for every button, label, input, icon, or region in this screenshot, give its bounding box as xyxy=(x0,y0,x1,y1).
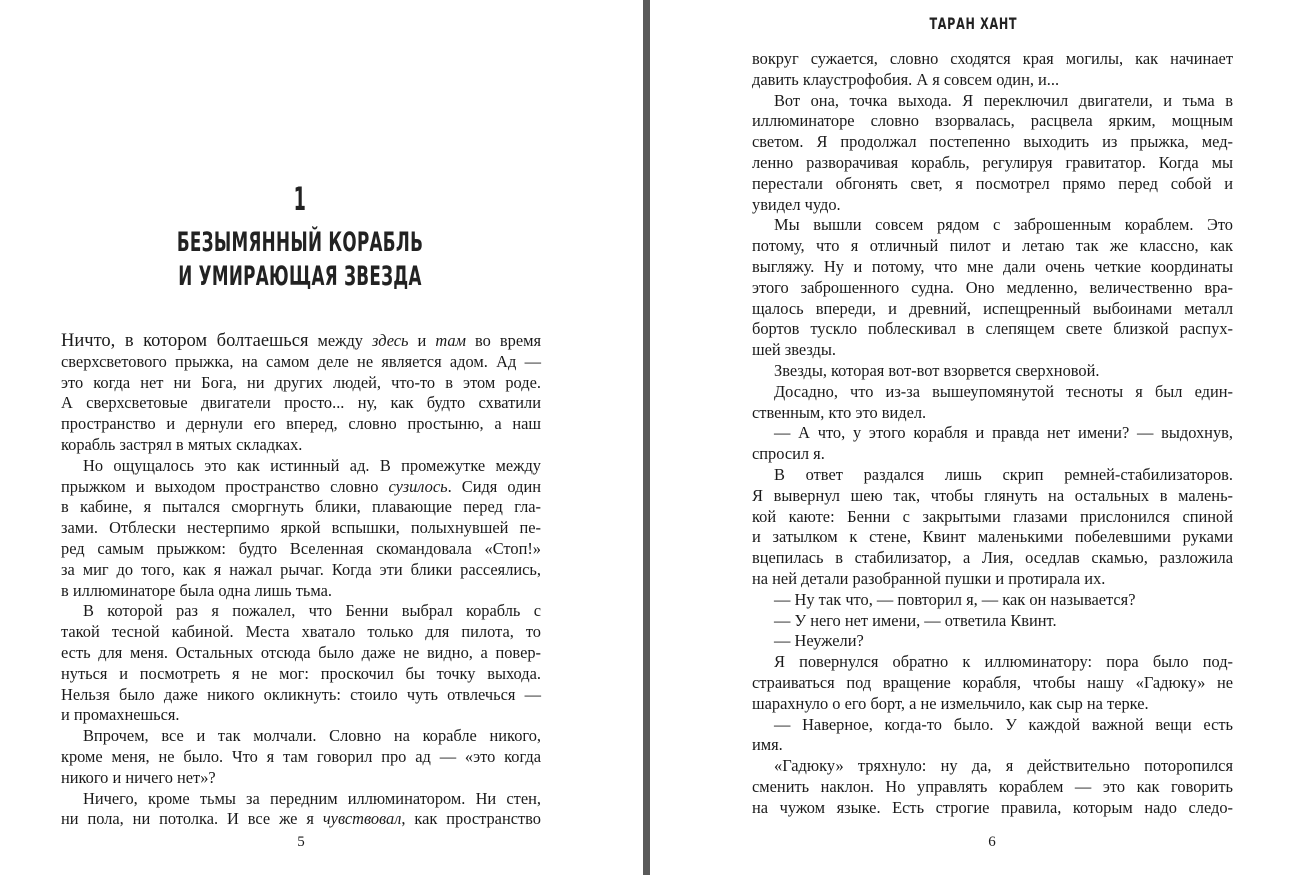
left-text-line xyxy=(61,643,541,664)
text-run: никого и ничего нет»? xyxy=(61,767,216,787)
book-spine-divider xyxy=(643,0,650,875)
italic-word: здесь xyxy=(372,331,409,350)
right-text-line xyxy=(752,423,1233,444)
right-text-line xyxy=(752,91,1233,112)
text-run: «Гадюку» тряхнуло: ну да, я действительно поторопился xyxy=(774,756,1233,776)
text-run: на чужом языке. Есть строгие правила, которым надо следо- xyxy=(752,797,1233,817)
text-run: во время xyxy=(466,331,542,350)
text-run: , как пространство xyxy=(401,809,541,829)
text-run: имя. xyxy=(752,735,783,755)
right-text-line xyxy=(752,465,1233,486)
left-text-line xyxy=(61,601,541,622)
running-head-author: ТАРАН ХАНТ xyxy=(929,14,1018,33)
left-text-line xyxy=(61,809,541,830)
left-text-line xyxy=(61,497,541,518)
text-run: шей звезды. xyxy=(752,340,836,360)
left-text-line xyxy=(61,685,541,706)
text-run: ленно разворачивая корабль, регулируя гравитатор. Когда мы xyxy=(752,152,1233,172)
left-text-line xyxy=(61,352,541,373)
text-run: В которой раз я пожалел, что Бенни выбрал корабль с xyxy=(83,601,541,621)
text-run: между xyxy=(308,331,373,350)
left-text-line xyxy=(61,560,541,581)
left-text-line xyxy=(61,414,541,435)
right-text-line xyxy=(752,299,1233,320)
left-text-line xyxy=(61,581,541,602)
right-text-line xyxy=(752,403,1233,424)
left-text-line xyxy=(61,622,541,643)
text-run: сверхсветового прыжка, на самом деле не является адом. Ад — xyxy=(61,351,541,371)
left-text-line xyxy=(61,518,541,539)
text-run: Мы вышли совсем рядом с заброшенным кораблем. Это xyxy=(774,215,1233,235)
text-run: есть для меня. Остальных отсюда было даже не видно, а повер- xyxy=(61,642,541,662)
text-run: Впрочем, все и так молчали. Словно на корабле никого, xyxy=(83,726,541,746)
text-run: выгляжу. Ну и потому, что мне дали очень четкие координаты xyxy=(752,256,1233,276)
text-run: шарахнуло о его борт, а не измельчило, как сыр на терке. xyxy=(752,693,1149,713)
text-run: давить клаустрофобия. А я совсем один, и... xyxy=(752,69,1060,89)
text-run: бортов тускло поблескивал в слепящем свете близкой распух- xyxy=(752,319,1233,339)
right-text-line xyxy=(752,444,1233,465)
right-text-line xyxy=(752,153,1233,174)
text-run: кроме меня, не было. Что я там говорил про ад — «это когда xyxy=(61,746,541,766)
text-run: прыжком и выходом пространство словно xyxy=(61,476,389,496)
right-text-line xyxy=(752,548,1233,569)
right-page-body-text xyxy=(752,49,1233,818)
right-text-line xyxy=(752,611,1233,632)
left-text-line xyxy=(61,373,541,394)
right-text-line xyxy=(752,319,1233,340)
text-run: нуться и посмотреть я не мог: проскочил бы точку выхода. xyxy=(61,663,541,683)
text-run: и xyxy=(408,331,436,350)
right-text-line xyxy=(752,798,1233,819)
right-text-line xyxy=(752,236,1233,257)
text-run: вцепилась в стабилизатор, а Лия, оседлав скамью, разложила xyxy=(752,548,1233,568)
right-text-line xyxy=(752,215,1233,236)
left-text-line xyxy=(61,539,541,560)
right-text-line xyxy=(752,132,1233,153)
text-run: . Сидя один xyxy=(447,476,542,496)
right-text-line xyxy=(752,486,1233,507)
text-run: страиваться под вращение корабля, чтобы нашу «Гадюку» не xyxy=(752,672,1233,692)
right-text-line xyxy=(752,652,1233,673)
right-text-line xyxy=(752,735,1233,756)
text-run: в иллюминаторе была одна лишь тьма. xyxy=(61,580,332,600)
text-run: потому, что я отличный пилот и летаю так же классно, как xyxy=(752,236,1233,256)
right-text-line xyxy=(752,756,1233,777)
text-run: Я вывернул шею так, чтобы глянуть на остальных в малень- xyxy=(752,485,1233,505)
right-text-line xyxy=(752,361,1233,382)
text-run: это когда нет ни Бога, ни других людей, что-то в этом роде. xyxy=(61,372,541,392)
italic-word: сузилось xyxy=(388,476,448,496)
text-run: ственным, кто это видел. xyxy=(752,402,927,422)
text-run: светом. Я продолжал постепенно выходить из прыжка, мед- xyxy=(752,132,1233,152)
left-page-body-text xyxy=(61,331,541,830)
right-text-line xyxy=(752,777,1233,798)
text-run: — У него нет имени, — ответила Квинт. xyxy=(774,610,1057,630)
chapter-title-line-1: БЕЗЫМЯННЫЙ КОРАБЛЬ xyxy=(176,227,424,258)
chapter-title xyxy=(114,226,486,294)
text-run: и промахнешься. xyxy=(61,705,180,725)
text-run: — А что, у этого корабля и правда нет имени? — выдохнув, xyxy=(774,423,1233,443)
left-text-line xyxy=(61,664,541,685)
right-text-line xyxy=(752,507,1233,528)
text-run: — Ну так что, — повторил я, — как он называется? xyxy=(774,589,1136,609)
page-number-left: 5 xyxy=(297,834,305,850)
text-run: такой тесной кабиной. Места хватало только для пилота, то xyxy=(61,622,541,642)
text-run: Но ощущалось это как истинный ад. В промежутке между xyxy=(83,455,541,475)
italic-word: там xyxy=(435,331,467,350)
text-run: в кабине, я пытался сморгнуть блики, плавающие перед гла- xyxy=(61,497,541,517)
text-run: сменить наклон. Но управлять кораблем — это как говорить xyxy=(752,776,1233,796)
text-run: зами. Отблески нестерпимо яркой вспышки, полыхнувшей пе- xyxy=(61,518,541,538)
left-text-line xyxy=(61,435,541,456)
left-text-line xyxy=(61,705,541,726)
text-run: кой каюте: Бенни с закрытыми глазами прислонился спиной xyxy=(752,506,1233,526)
right-text-line xyxy=(752,590,1233,611)
right-text-line xyxy=(752,527,1233,548)
italic-word: чувствовал xyxy=(322,809,402,829)
left-text-line xyxy=(61,393,541,414)
text-run: на ней детали разобранной пушки и протирала их. xyxy=(752,568,1106,588)
right-text-line xyxy=(752,694,1233,715)
page-number-right: 6 xyxy=(988,834,996,850)
right-text-line xyxy=(752,111,1233,132)
text-run: Вот она, точка выхода. Я переключил двигатели, и тьма в xyxy=(774,90,1233,110)
text-run: Досадно, что из-за вышеупомянутой тесноты я был един- xyxy=(774,381,1233,401)
text-run: корабль застрял в мятых складках. xyxy=(61,434,303,454)
left-text-line xyxy=(61,747,541,768)
text-run: за миг до того, как я нажал рычаг. Когда эти блики рассеялись, xyxy=(61,559,541,579)
text-run: ред самым прыжком: будто Вселенная скомандовала «Стоп!» xyxy=(61,538,541,558)
text-run: этого заброшенного судна. Оно медленно, величественно вра- xyxy=(752,277,1233,297)
right-text-line xyxy=(752,195,1233,216)
text-run: Ничего, кроме тьмы за передним иллюминатором. Ни стен, xyxy=(83,788,541,808)
left-text-line xyxy=(61,456,541,477)
text-run: перестали обгонять свет, я посмотрел прямо перед собой и xyxy=(752,173,1233,193)
left-text-line xyxy=(61,768,541,789)
text-run: В ответ раздался лишь скрип ремней-стабилизаторов. xyxy=(774,464,1233,484)
chapter-title-line-2: И УМИРАЮЩАЯ ЗВЕЗДА xyxy=(178,261,422,292)
text-run: — Неужели? xyxy=(774,631,864,651)
right-text-line xyxy=(752,631,1233,652)
left-text-line xyxy=(61,331,541,352)
right-text-line xyxy=(752,174,1233,195)
chapter-number: 1 xyxy=(293,180,307,218)
text-run: Нельзя было даже никого окликнуть: стоило чуть отвлечься — xyxy=(61,684,541,704)
left-text-line xyxy=(61,726,541,747)
right-text-line xyxy=(752,278,1233,299)
left-text-line xyxy=(61,477,541,498)
left-page xyxy=(0,0,643,875)
text-run: щалось впереди, и древний, испещренный выбоинами металл xyxy=(752,298,1233,318)
text-run: А сверхсветовые двигатели просто... ну, как будто схватили xyxy=(61,393,541,413)
right-text-line xyxy=(752,569,1233,590)
text-run: — Наверное, когда-то было. У каждой важной вещи есть xyxy=(774,714,1233,734)
text-run: Я повернулся обратно к иллюминатору: пора было под- xyxy=(774,652,1233,672)
text-run: спросил я. xyxy=(752,444,825,464)
right-text-line xyxy=(752,257,1233,278)
text-run: увидел чудо. xyxy=(752,194,841,214)
right-text-line xyxy=(752,340,1233,361)
right-text-line xyxy=(752,382,1233,403)
text-run: иллюминаторе словно взорвалась, расцвела ярким, мощным xyxy=(752,111,1233,131)
text-run: и затылком к стене, Квинт маленькими побелевшими руками xyxy=(752,527,1233,547)
text-run: пространство и дернули его вперед, словно простыню, а наш xyxy=(61,414,541,434)
left-text-line xyxy=(61,789,541,810)
right-text-line xyxy=(752,673,1233,694)
text-run: Ничто, в котором болтаешься xyxy=(61,331,309,351)
right-text-line xyxy=(752,49,1233,70)
text-run: вокруг сужается, словно сходятся края могилы, как начинает xyxy=(752,49,1233,68)
text-run: Звезды, которая вот-вот взорвется сверхновой. xyxy=(774,360,1100,380)
text-run: ни пола, ни потолка. И все же я xyxy=(61,809,323,829)
right-text-line xyxy=(752,715,1233,736)
right-text-line xyxy=(752,70,1233,91)
